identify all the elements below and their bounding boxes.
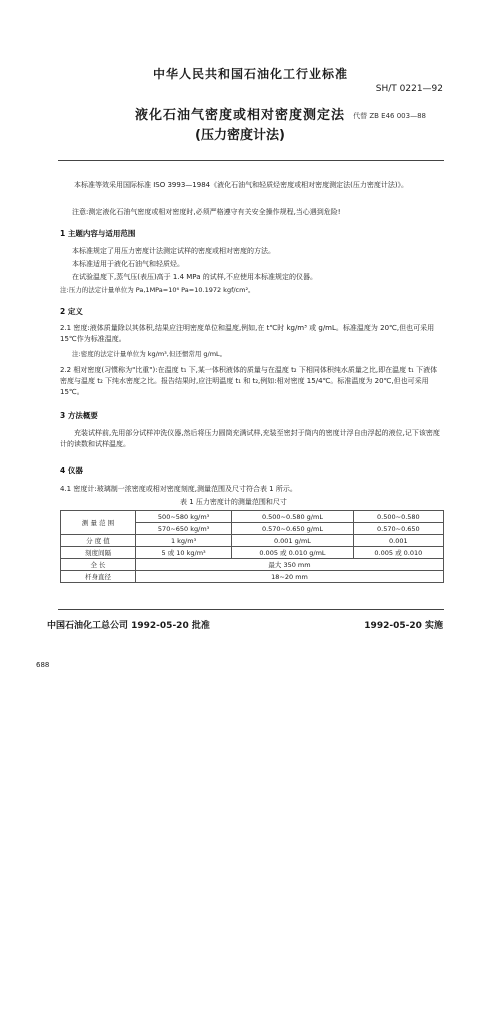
- table-cell: 0.001: [353, 535, 443, 547]
- table-label-division: 分 度 值: [61, 535, 136, 547]
- section-1-heading: 1 主题内容与适用范围: [60, 229, 136, 238]
- definition-density-note: 注:密度的法定计量单位为 kg/m³,但还惯常用 g/mL。: [72, 350, 227, 358]
- table-cell: 0.005 或 0.010 g/mL: [232, 547, 354, 559]
- definition-density: 2.1 密度:液体质量除以其体积,结果应注明密度单位和温度,例如,在 t℃时 kg/m³ 或 g/mL。标准温度为 20℃,但也可采用 15℃作为标准温度。: [60, 324, 435, 343]
- table-cell: 5 或 10 kg/m³: [136, 547, 232, 559]
- section-1-note: 注:压力的法定计量单位为 Pa,1MPa=10⁶ Pa=10.1972 kgf/cm²。: [60, 286, 255, 294]
- page-number: 688: [36, 661, 50, 669]
- implementation-date: 1992-05-20 实施: [364, 621, 443, 631]
- safety-warning: 注意:测定液化石油气密度或相对密度时,必须严格遵守有关安全操作规程,当心遇到危险!: [72, 208, 341, 216]
- apparatus-hydrometer: 4.1 密度计:玻璃制一浓密度或相对密度刻度,测量范围及尺寸符合表 1 所示。: [60, 485, 297, 493]
- table-cell: 最大 350 mm: [136, 559, 444, 571]
- approval-line: 中国石油化工总公司 1992-05-20 批准: [47, 621, 210, 631]
- section-1-limitation: 在试验温度下,蒸气压(表压)高于 1.4 MPa 的试样,不应使用本标准规定的仪器。: [72, 273, 317, 281]
- header-rule: [58, 160, 444, 161]
- intro-paragraph: 本标准等效采用国际标准 ISO 3993—1984《液化石油气和轻质烃密度或相对密度测定法(压力密度计法)》。: [74, 181, 409, 189]
- table-cell: 570~650 kg/m³: [136, 523, 232, 535]
- table-label-diameter: 杆身直径: [61, 571, 136, 583]
- table-cell: 1 kg/m³: [136, 535, 232, 547]
- section-3-heading: 3 方法概要: [60, 411, 98, 420]
- hydrometer-range-table: [60, 510, 444, 583]
- table-cell: 0.005 或 0.010: [353, 547, 443, 559]
- replaces-reference: 代替 ZB E46 003—88: [353, 112, 426, 120]
- standard-subtitle: (压力密度计法): [195, 128, 285, 143]
- table-cell: 500~580 kg/m³: [136, 511, 232, 523]
- definition-relative-density: 2.2 相对密度(习惯称为"比重"):在温度 t₁ 下,某一体积液体的质量与在温度 t₂ 下相同体积纯水质量之比,即在温度 t₁ 下液体密度与温度 t₂ 下纯水密度之比。报告结果时,应注明温度 t₁ 和 t₂,例如:相对密度 15/4℃。标准温度为 20℃,但也可采用 15℃。: [60, 366, 438, 396]
- table-row: [61, 511, 444, 523]
- table-cell: 18~20 mm: [136, 571, 444, 583]
- table-label-length: 全 长: [61, 559, 136, 571]
- standard-code: SH/T 0221—92: [375, 84, 443, 94]
- table-cell: 0.570~0.650 g/mL: [232, 523, 354, 535]
- footer-rule: [58, 609, 444, 610]
- table-row: [61, 571, 444, 583]
- table-label-range: 测 量 范 围: [61, 511, 136, 535]
- table-row: [61, 535, 444, 547]
- table-cell: 0.570~0.650: [353, 523, 443, 535]
- table-row: [61, 559, 444, 571]
- table-cell: 0.001 g/mL: [232, 535, 354, 547]
- method-summary: 充装试样前,先用部分试样冲洗仪器,然后将压力圆筒充满试样,充装至密封于筒内的密度计浮自由浮起的液位,记下该密度计的读数和试样温度。: [60, 429, 440, 448]
- table-cell: 0.500~0.580: [353, 511, 443, 523]
- section-1-applicability: 本标准适用于液化石油气和轻质烃。: [72, 260, 184, 268]
- table-row: [61, 547, 444, 559]
- standard-title: 液化石油气密度或相对密度测定法: [134, 108, 345, 123]
- section-1-scope: 本标准规定了用压力密度计法测定试样的密度或相对密度的方法。: [72, 247, 275, 255]
- table-label-tolerance: 刻度间隔: [61, 547, 136, 559]
- section-4-heading: 4 仪器: [60, 466, 83, 475]
- table-caption: 表 1 压力密度计的测量范围和尺寸: [180, 498, 287, 506]
- issuing-organization: 中华人民共和国石油化工行业标准: [152, 67, 348, 81]
- section-2-heading: 2 定义: [60, 307, 83, 316]
- table-cell: 0.500~0.580 g/mL: [232, 511, 354, 523]
